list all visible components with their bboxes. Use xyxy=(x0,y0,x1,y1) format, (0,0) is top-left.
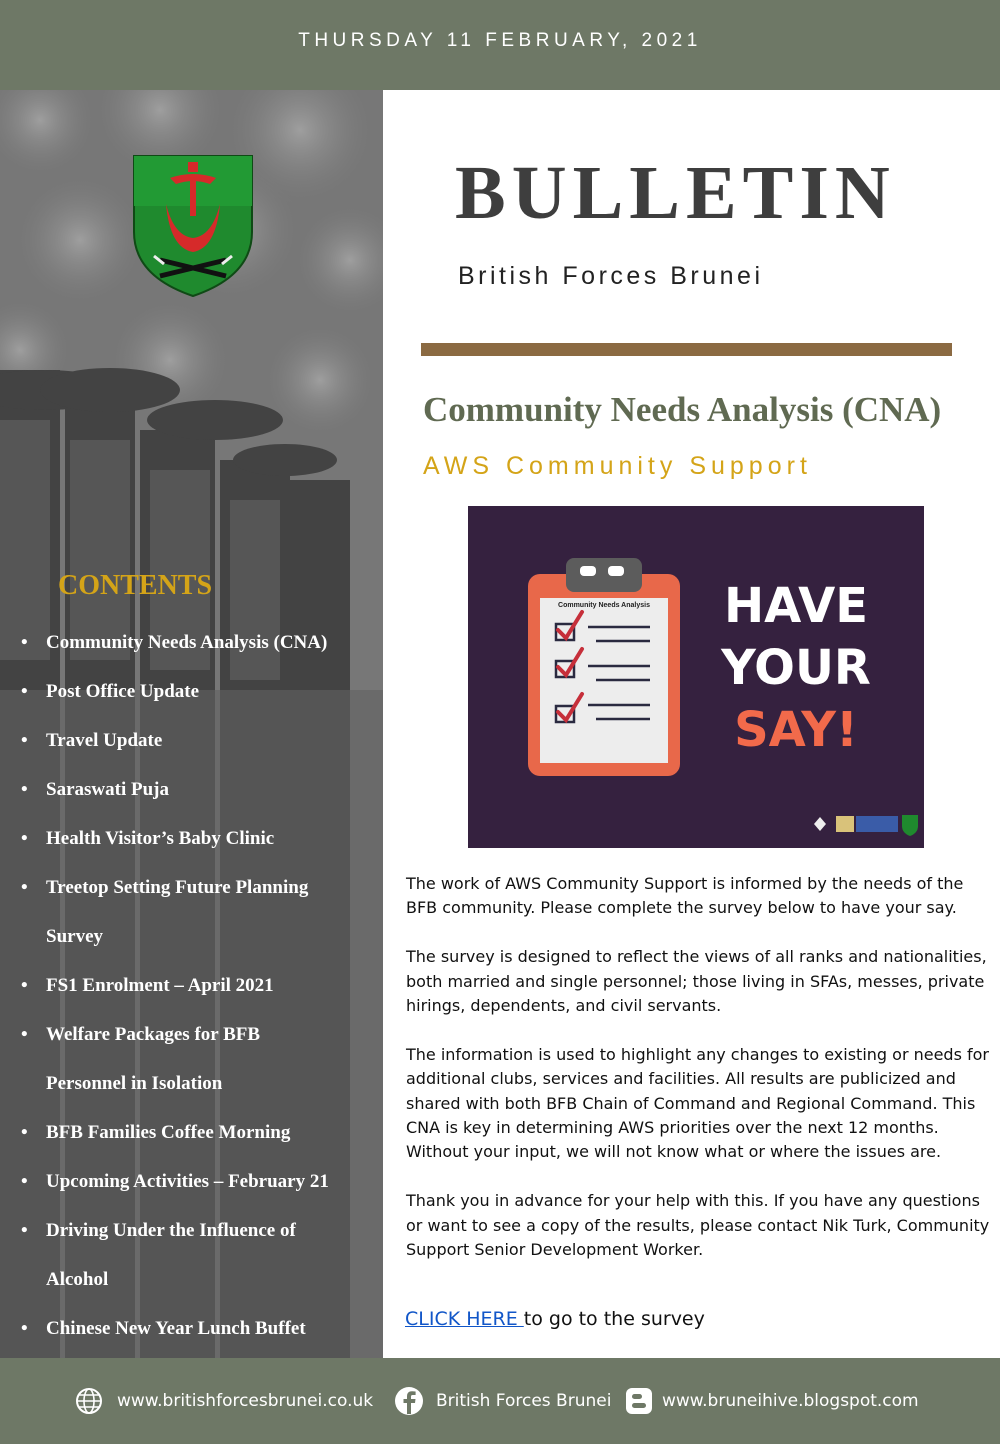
article-subtitle: AWS Community Support xyxy=(423,452,812,480)
article-paragraph: Thank you in advance for your help with this. If you have any questions or want to see a copy of the results, please contact Nik Turk, Community Support Senior Development Worker. xyxy=(406,1191,990,1260)
footer-website-link[interactable]: www.britishforcesbrunei.co.uk xyxy=(117,1391,374,1411)
poster-line-1: HAVE xyxy=(724,578,868,634)
poster-line-3: SAY! xyxy=(734,702,858,758)
article-title: Community Needs Analysis (CNA) xyxy=(423,390,942,429)
poster-line-2: YOUR xyxy=(721,640,871,696)
regimental-crest xyxy=(130,152,256,300)
article-paragraph: The work of AWS Community Support is informed by the needs of the BFB community. Please complete the survey below to have your say. xyxy=(406,874,964,918)
contents-title: CONTENTS xyxy=(58,570,213,601)
contents-item[interactable]: • Post Office Update xyxy=(21,681,200,702)
clipboard-clip xyxy=(566,558,642,592)
clipboard-label: Community Needs Analysis xyxy=(558,602,650,609)
contents-item[interactable]: • Upcoming Activities – February 21 xyxy=(21,1171,329,1192)
sidebar xyxy=(0,90,383,1358)
contents-item[interactable]: • FS1 Enrolment – April 2021 xyxy=(21,975,274,996)
contents-item[interactable]: • Travel Update xyxy=(21,730,163,751)
crest-small-icon xyxy=(902,815,918,836)
contents-item-continued[interactable]: Alcohol xyxy=(46,1269,109,1290)
survey-link[interactable]: CLICK HERE xyxy=(405,1308,524,1330)
contents-item[interactable]: • Treetop Setting Future Planning xyxy=(21,877,309,898)
contents-item[interactable]: • Driving Under the Influence of xyxy=(21,1220,296,1241)
contents-item[interactable]: • Chinese New Year Lunch Buffet xyxy=(21,1318,306,1339)
masthead-subtitle: British Forces Brunei xyxy=(458,262,764,290)
blogger-icon xyxy=(624,1386,654,1416)
survey-call-to-action xyxy=(405,1308,705,1330)
article-paragraph: The survey is designed to reflect the views of all ranks and nationalities, both married and single personnel; those living in SFAs, messes, private hirings, dependents, and civil servants. xyxy=(406,947,987,1016)
header-bar xyxy=(0,0,1000,90)
contents-item[interactable]: • Health Visitor’s Baby Clinic xyxy=(21,828,275,849)
masthead-title: BULLETIN xyxy=(455,151,896,235)
contents-item[interactable]: • Welfare Packages for BFB xyxy=(21,1024,261,1045)
contents-item[interactable]: • BFB Families Coffee Morning xyxy=(21,1122,291,1143)
facebook-icon xyxy=(394,1386,424,1416)
contents-item[interactable]: • Saraswati Puja xyxy=(21,779,169,800)
contents-item-continued[interactable]: Survey xyxy=(46,926,103,947)
issue-date: THURSDAY 11 FEBRUARY, 2021 xyxy=(298,30,702,51)
contents-item[interactable]: • Community Needs Analysis (CNA) xyxy=(21,632,328,653)
globe-icon xyxy=(74,1386,104,1416)
footer-bar xyxy=(0,1358,1000,1444)
contents-list xyxy=(18,618,378,1353)
footer-blog-link[interactable]: www.bruneihive.blogspot.com xyxy=(662,1391,919,1411)
aws-badge-icon xyxy=(836,816,854,832)
wings-logo-icon xyxy=(814,817,826,831)
article-paragraph: The information is used to highlight any changes to existing or needs for additional clubs, services and facilities. All results are publicized and shared with both BFB Chain of Command and Regional Command. This CNA is key in determining AWS priorities over the next 12 months. Without your input, we will not know what or where the issues are. xyxy=(406,1044,990,1162)
have-your-say-poster xyxy=(468,506,924,848)
contents-item-continued[interactable]: Personnel in Isolation xyxy=(46,1073,223,1094)
survey-link-suffix: to go to the survey xyxy=(523,1308,705,1330)
footer-facebook-link[interactable]: British Forces Brunei xyxy=(436,1391,612,1411)
army-welfare-logo-icon xyxy=(856,816,898,832)
partner-logos xyxy=(814,815,918,836)
article-body xyxy=(406,872,991,1262)
divider-rule xyxy=(421,343,952,356)
